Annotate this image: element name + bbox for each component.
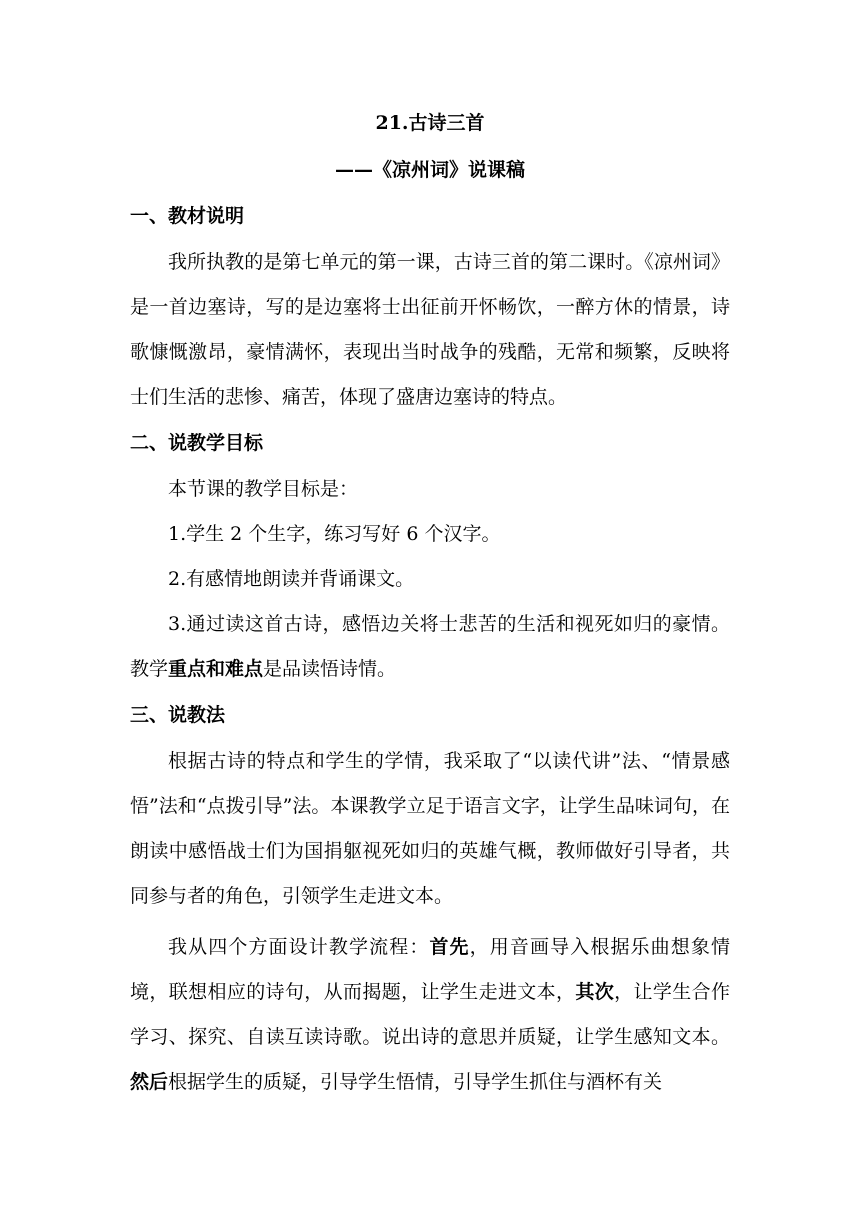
p2-text-b: ，用音画导入根据乐曲想象情境，联想相应的诗句，从而揭题，让学生走进文本，	[130, 936, 730, 1003]
goal-item-1: 1.学生 2 个生字，练习写好 6 个汉字。	[168, 523, 501, 545]
goal-3-text: 3.通过读这首古诗，感悟边关将士悲苦的生活和视死如归的豪情。教学	[130, 613, 730, 680]
document-page	[130, 100, 730, 1105]
goal-item-3	[130, 602, 730, 692]
goal-3-emphasis: 重点和难点	[168, 658, 264, 680]
p2-emphasis-first: 首先	[429, 936, 470, 958]
section-heading-2: 二、说教学目标	[130, 432, 264, 454]
goal-3-tail: 是品读悟诗情。	[263, 658, 397, 680]
p2-emphasis-second: 其次	[575, 981, 615, 1003]
p2-emphasis-then: 然后	[130, 1071, 169, 1093]
section-3-paragraph-1: 根据古诗的特点和学生的学情，我采取了“以读代讲”法、“情景感悟”法和“点拨引导”法。本课教学立足于语言文字，让学生品味词句，在朗读中感悟战士们为国捐躯视死如归的英雄气概，教师做好引导者，共同参与者的角色，引领学生走进文本。	[130, 750, 730, 907]
goal-item-2: 2.有感情地朗读并背诵课文。	[168, 568, 415, 590]
section-3-paragraph-2	[130, 925, 730, 1105]
doc-title: 21.古诗三首	[375, 112, 485, 134]
section-heading-1: 一、教材说明	[130, 205, 245, 227]
section-heading-3: 三、说教法	[130, 704, 226, 726]
p2-text-c: ，让学生合作学习、探究、自读互读诗歌。说出诗的意思并质疑，让学生感知文本。	[130, 981, 730, 1048]
goals-intro: 本节课的教学目标是：	[168, 478, 359, 500]
section-1-paragraph: 我所执教的是第七单元的第一课，古诗三首的第二课时。《凉州词》是一首边塞诗，写的是边塞将士出征前开怀畅饮，一醉方休的情景，诗歌慷慨激昂，豪情满怀，表现出当时战争的残酷，无常和频繁，反映将士们生活的悲惨、痛苦，体现了盛唐边塞诗的特点。	[130, 251, 730, 408]
doc-subtitle: ——《凉州词》说课稿	[334, 159, 525, 181]
p2-text-a: 我从四个方面设计教学流程：	[168, 936, 430, 958]
p2-text-d: 根据学生的质疑，引导学生悟情，引导学生抓住与酒杯有关	[168, 1071, 663, 1093]
